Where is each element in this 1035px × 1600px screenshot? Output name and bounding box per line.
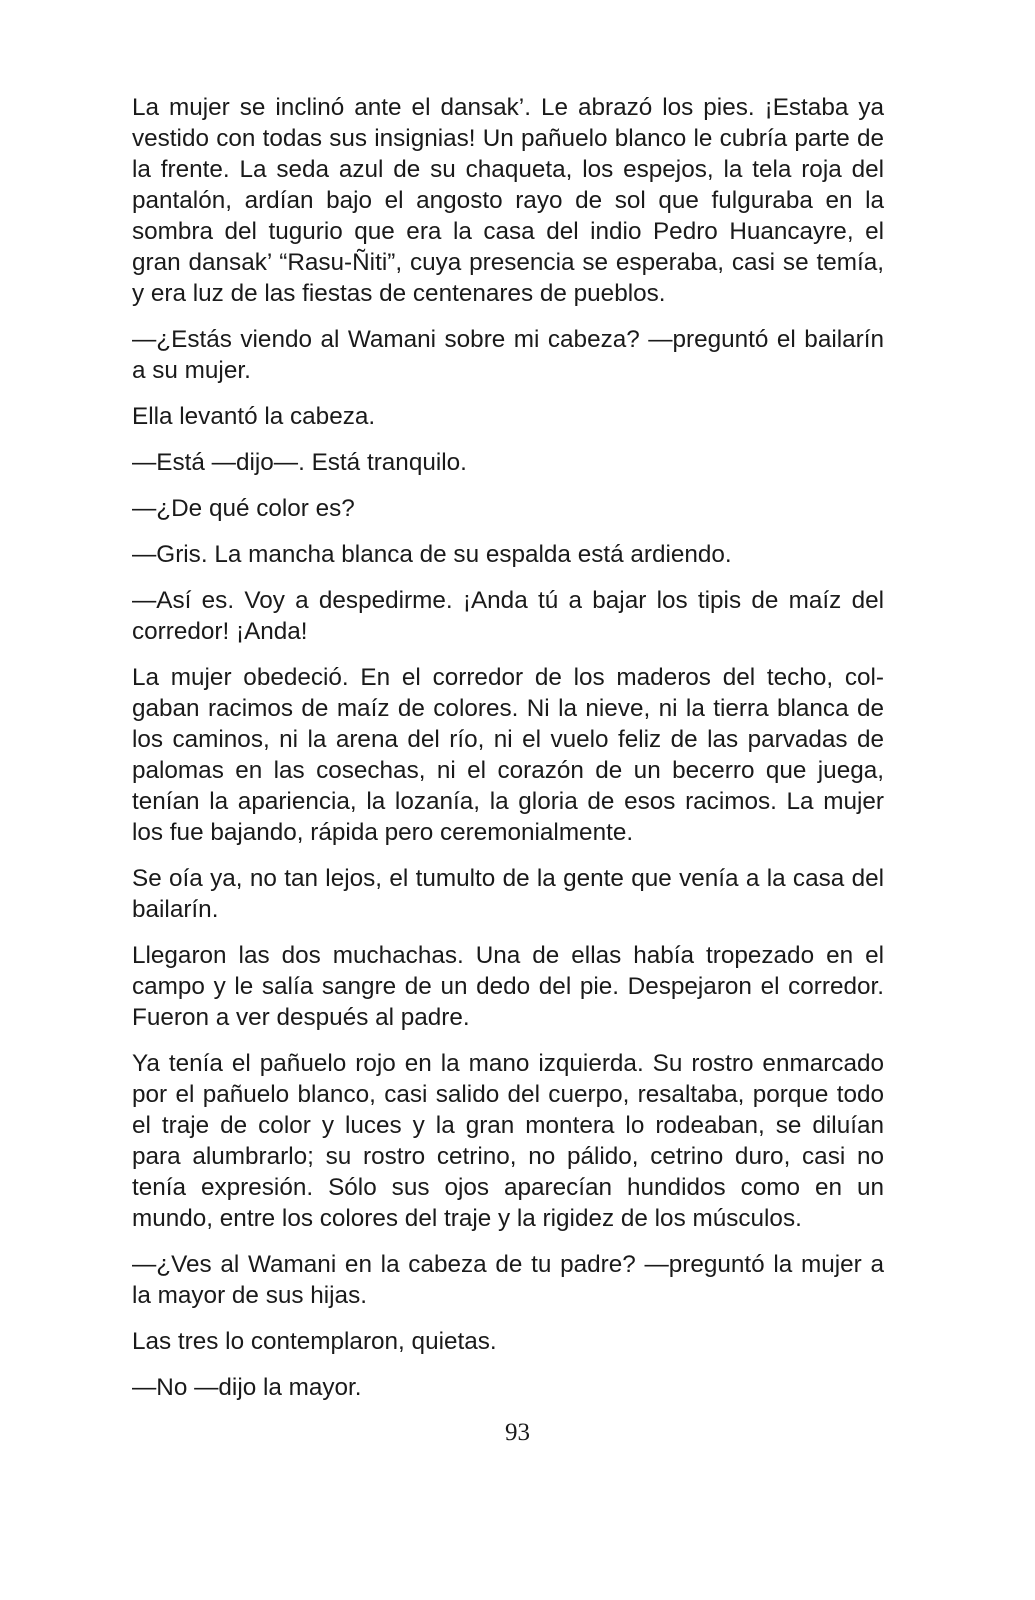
paragraph-2: —¿Estás viendo al Wamani sobre mi cabeza? —preguntó el bailarín a su mujer. [132, 326, 884, 384]
paragraph-13: Las tres lo contemplaron, quietas. [132, 1328, 497, 1355]
paragraph-7: —Así es. Voy a despedirme. ¡Anda tú a bajar los tipis de maíz del corredor! ¡Anda! [132, 587, 884, 645]
paragraph-4: —Está —dijo—. Está tranquilo. [132, 449, 467, 476]
paragraph-3: Ella levantó la cabeza. [132, 403, 376, 430]
paragraph-5: —¿De qué color es? [132, 495, 355, 522]
page-number: 93 [505, 1419, 530, 1446]
paragraph-9: Se oía ya, no tan lejos, el tumulto de la gente que venía a la casa del bailarín. [132, 865, 884, 923]
paragraph-11: Ya tenía el pañuelo rojo en la mano izquierda. Su rostro enmarcado por el pañuelo blanco, casi salido del cuerpo, resaltaba, porque todo el traje de color y luces y la gran montera lo rodeaban, se diluían para alumbrarlo; su rostro cetrino, no pálido, cetrino duro, casi no tenía expresión. Sólo sus ojos aparecían hundidos como en un mundo, entre los colores del traje y la rigidez de los músculos. [132, 1050, 884, 1232]
paragraph-1: La mujer se inclinó ante el dansak’. Le abrazó los pies. ¡Estaba ya vestido con todas sus insignias! Un pañuelo blanco le cubría parte de la frente. La seda azul de su chaqueta, los espejos, la tela roja del pantalón, ardían bajo el angosto rayo de sol que fulguraba en la sombra del tugurio que era la casa del indio Pedro Huancayre, el gran dansak’ “Rasu-Ñiti”, cuya presencia se esperaba, casi se temía, y era luz de las fiestas de centenares de pueblos. [132, 94, 884, 307]
paragraph-12: —¿Ves al Wamani en la cabeza de tu padre? —preguntó la mujer a la mayor de sus hijas. [132, 1251, 884, 1309]
paragraph-14: —No —dijo la mayor. [132, 1374, 362, 1401]
paragraph-6: —Gris. La mancha blanca de su espalda está ardiendo. [132, 541, 732, 568]
paragraph-8: La mujer obedeció. En el corredor de los maderos del techo, colgaban racimos de maíz de colores. Ni la nieve, ni la tierra blanca de los caminos, ni la arena del río, ni el vuelo feliz de las parvadas de palomas en las cosechas, ni el corazón de un becerro que juega, tenían la apariencia, la lozanía, la gloria de esos racimos. La mujer los fue bajando, rápida pero ceremonialmente. [132, 664, 884, 846]
page-body [132, 92, 884, 1418]
paragraph-10: Llegaron las dos muchachas. Una de ellas había tropezado en el campo y le salía sangre de un dedo del pie. Despejaron el corredor. Fueron a ver después al padre. [132, 942, 884, 1031]
